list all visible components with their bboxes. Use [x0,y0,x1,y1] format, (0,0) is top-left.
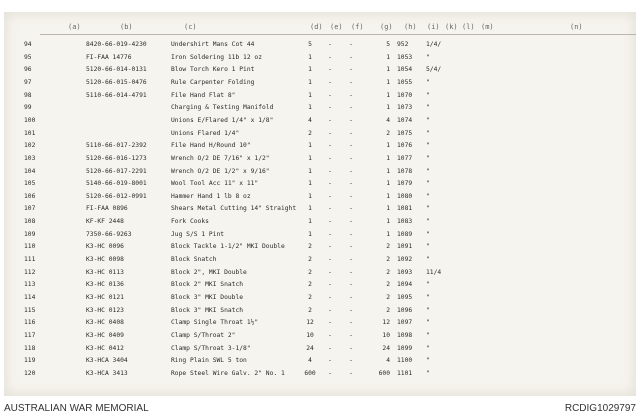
quantity-held: 24 [306,344,314,352]
stock-number: 5110-66-017-2392 [86,142,147,150]
stock-number: K3-HC 0408 [86,319,124,327]
stock-number: 5120-66-012-0991 [86,192,147,200]
stock-number: K3-HC 0098 [86,256,124,264]
item-description: Ring Plain SWL 5 ton [171,357,247,365]
item-description: Wool Tool Acc 11" x 11" [171,180,259,188]
stock-number: K3-HC 0409 [86,331,124,339]
col-f-value: - [349,268,353,276]
stock-number: 7350-66-9263 [86,230,132,238]
column-header: (k) [445,23,458,31]
column-header: (m) [481,23,494,31]
ledger-number: 1081 [397,205,413,213]
col-e-value: - [328,268,332,276]
col-f-value: - [349,357,353,365]
quantity-total: 4 [386,116,390,124]
date-mark: " [426,344,430,352]
stock-number: FI-FAA 0896 [86,205,128,213]
column-header: (i) [427,23,440,31]
quantity-held: 2 [308,243,312,251]
stock-number: K3-HC 0412 [86,344,124,352]
column-header: (e) [330,23,343,31]
item-number: 95 [24,53,32,61]
table-row [4,64,636,77]
quantity-total: 2 [386,243,390,251]
quantity-total: 1 [386,230,390,238]
stock-number: K3-HC 0123 [86,306,124,314]
col-f-value: - [349,331,353,339]
quantity-held: 1 [308,91,312,99]
col-f-value: - [349,78,353,86]
quantity-held: 1 [308,167,312,175]
table-row [4,279,636,292]
header-rule [40,34,636,35]
col-f-value: - [349,66,353,74]
quantity-held: 5 [308,41,312,48]
date-mark: " [426,230,430,238]
col-e-value: - [328,53,332,61]
date-mark: " [426,218,430,226]
item-number: 105 [24,180,36,188]
ledger-number: 1092 [397,256,413,264]
date-mark: " [426,192,430,200]
col-e-value: - [328,142,332,150]
item-description: Unions Flared 1/4" [171,129,240,137]
quantity-total: 1 [386,205,390,213]
date-mark: " [426,104,430,112]
item-number: 107 [24,205,36,213]
ledger-number: 1098 [397,331,413,339]
item-description: Jug S/S 1 Pint [171,230,225,238]
item-number: 106 [24,192,36,200]
quantity-held: 1 [308,66,312,74]
stock-number: FI-FAA 14776 [86,53,132,61]
quantity-total: 2 [386,256,390,264]
quantity-total: 1 [386,154,390,162]
item-number: 120 [24,369,36,377]
quantity-held: 4 [308,116,312,124]
date-mark: " [426,243,430,251]
stock-number: 5120-66-017-2291 [86,167,147,175]
table-row [4,355,636,368]
ledger-number: 1074 [397,116,413,124]
document-sheet [4,12,636,396]
col-f-value: - [349,205,353,213]
table-row [4,241,636,254]
col-e-value: - [328,230,332,238]
item-description: File Hand H/Round 10" [171,142,251,150]
table-row [4,52,636,65]
col-e-value: - [328,256,332,264]
stock-number: K3-HCA 3404 [86,357,128,365]
quantity-held: 10 [306,331,314,339]
quantity-held: 1 [308,154,312,162]
quantity-total: 24 [382,344,390,352]
item-description: Clamp S/Throat 2" [171,331,236,339]
item-description: Wrench O/2 DE 7/16" x 1/2" [171,154,270,162]
quantity-held: 2 [308,256,312,264]
quantity-total: 1 [386,53,390,61]
col-e-value: - [328,104,332,112]
item-number: 99 [24,104,32,112]
column-header: (a) [68,23,81,31]
col-e-value: - [328,154,332,162]
date-mark: " [426,167,430,175]
date-mark: 1/4/ [426,41,442,48]
col-e-value: - [328,129,332,137]
col-e-value: - [328,369,332,377]
quantity-held: 2 [308,281,312,289]
item-number: 97 [24,78,32,86]
quantity-held: 1 [308,192,312,200]
date-mark: " [426,281,430,289]
ledger-number: 1100 [397,357,413,365]
col-e-value: - [328,78,332,86]
item-description: Clamp Single Throat 1½" [171,319,259,327]
column-header: (c) [184,23,197,31]
item-number: 109 [24,230,36,238]
col-f-value: - [349,41,353,48]
col-e-value: - [328,357,332,365]
col-e-value: - [328,218,332,226]
table-row [4,90,636,103]
col-e-value: - [328,116,332,124]
date-mark: " [426,369,430,377]
item-description: Block 3" MKI Snatch [171,306,244,314]
col-f-value: - [349,167,353,175]
col-e-value: - [328,66,332,74]
item-number: 114 [24,294,36,301]
column-header: (f) [351,23,364,31]
column-header: (b) [120,23,133,31]
quantity-held: 1 [308,78,312,86]
col-f-value: - [349,104,353,112]
ledger-number: 1080 [397,192,413,200]
footer-record-id: RCDIG1029797 [564,403,636,414]
item-description: Block 2", MKI Double [171,268,247,276]
quantity-total: 1 [386,104,390,112]
item-description: Block Snatch [171,256,217,264]
quantity-held: 1 [308,142,312,150]
item-number: 96 [24,66,32,74]
col-e-value: - [328,91,332,99]
ledger-number: 1077 [397,154,413,162]
quantity-total: 1 [386,142,390,150]
col-f-value: - [349,180,353,188]
col-e-value: - [328,281,332,289]
ledger-number: 1099 [397,344,413,352]
quantity-total: 5 [386,41,390,48]
stock-number: 5110-66-014-4791 [86,91,147,99]
quantity-held: 12 [306,319,314,327]
ledger-number: 1078 [397,167,413,175]
item-number: 103 [24,154,36,162]
col-e-value: - [328,243,332,251]
date-mark: " [426,319,430,327]
item-description: Block 3" MKI Double [171,294,244,301]
ledger-number: 1089 [397,230,413,238]
table-row [4,343,636,356]
ledger-number: 1101 [397,369,413,377]
stock-number: K3-HC 0136 [86,281,124,289]
date-mark: " [426,129,430,137]
item-description: Shears Metal Cutting 14" Straight [171,205,297,213]
col-f-value: - [349,256,353,264]
column-header: (n) [570,23,583,31]
col-e-value: - [328,192,332,200]
col-f-value: - [349,53,353,61]
ledger-number: 1091 [397,243,413,251]
col-f-value: - [349,294,353,301]
item-description: Block Tackle 1-1/2" MKI Double [171,243,285,251]
quantity-total: 2 [386,129,390,137]
table-row [4,191,636,204]
ledger-number: 1093 [397,268,413,276]
table-row [4,317,636,330]
table-row [4,166,636,179]
quantity-held: 1 [308,218,312,226]
date-mark: " [426,91,430,99]
stock-number: K3-HC 0113 [86,268,124,276]
date-mark: " [426,116,430,124]
col-e-value: - [328,344,332,352]
quantity-total: 1 [386,180,390,188]
col-f-value: - [349,243,353,251]
table-row [4,267,636,280]
quantity-total: 2 [386,294,390,301]
item-description: Wrench O/2 DE 1/2" x 9/16" [171,167,270,175]
quantity-held: 2 [308,268,312,276]
item-number: 101 [24,129,36,137]
table-row [4,153,636,166]
stock-number: 5120-66-014-0131 [86,66,147,74]
item-description: Block 2" MKI Snatch [171,281,244,289]
column-header: (h) [404,23,417,31]
item-description: Rule Carpenter Folding [171,78,255,86]
item-description: Iron Soldering 11b 12 oz [171,53,262,61]
quantity-total: 4 [386,357,390,365]
table-row [4,330,636,343]
quantity-total: 2 [386,268,390,276]
col-e-value: - [328,294,332,301]
col-f-value: - [349,306,353,314]
table-row [4,128,636,141]
quantity-total: 2 [386,306,390,314]
ledger-number: 1076 [397,142,413,150]
item-description: Fork Cooks [171,218,209,226]
column-header: (g) [380,23,393,31]
table-row [4,254,636,267]
item-number: 117 [24,331,36,339]
item-number: 116 [24,319,36,327]
col-f-value: - [349,369,353,377]
ledger-number: 1073 [397,104,413,112]
col-e-value: - [328,167,332,175]
date-mark: " [426,78,430,86]
stock-number: 5140-66-019-8001 [86,180,147,188]
col-f-value: - [349,142,353,150]
date-mark: " [426,306,430,314]
item-number: 111 [24,256,36,264]
date-mark: " [426,180,430,188]
col-f-value: - [349,218,353,226]
ledger-number: 1096 [397,306,413,314]
item-number: 118 [24,344,36,352]
ledger-number: 1070 [397,91,413,99]
col-f-value: - [349,230,353,238]
ledger-number: 952 [397,41,409,48]
col-e-value: - [328,180,332,188]
item-description: Blow Torch Kero 1 Pint [171,66,255,74]
item-number: 94 [24,41,32,48]
table-row [4,115,636,128]
stock-number: 8420-66-019-4230 [86,41,147,48]
ledger-number: 1053 [397,53,413,61]
col-f-value: - [349,129,353,137]
col-f-value: - [349,154,353,162]
item-number: 102 [24,142,36,150]
col-f-value: - [349,116,353,124]
item-description: Unions E/Flared 1/4" x 1/8" [171,116,274,124]
column-header: (l) [462,23,475,31]
quantity-total: 1 [386,218,390,226]
quantity-total: 1 [386,167,390,175]
col-e-value: - [328,306,332,314]
footer-archive-name: AUSTRALIAN WAR MEMORIAL [4,403,149,414]
item-number: 119 [24,357,36,365]
ledger-number: 1075 [397,129,413,137]
quantity-total: 1 [386,78,390,86]
table-row [4,102,636,115]
date-mark: " [426,142,430,150]
item-description: Hammer Hand 1 lb 8 oz [171,192,251,200]
quantity-total: 600 [378,369,390,377]
date-mark: 11/4 [426,268,442,276]
item-description: File Hand Flat 8" [171,91,236,99]
table-row [4,229,636,242]
stock-number: K3-HC 0121 [86,294,124,301]
item-description: Charging & Testing Manifold [171,104,274,112]
quantity-total: 1 [386,66,390,74]
table-row [4,203,636,216]
table-row [4,178,636,191]
item-number: 110 [24,243,36,251]
table-row [4,305,636,318]
date-mark: " [426,154,430,162]
col-e-value: - [328,41,332,48]
item-number: 100 [24,116,36,124]
item-description: Rope Steel Wire Galv. 2" No. 1 [171,369,285,377]
ledger-number: 1055 [397,78,413,86]
quantity-held: 600 [304,369,316,377]
ledger-number: 1097 [397,319,413,327]
col-e-value: - [328,331,332,339]
quantity-held: 4 [308,357,312,365]
item-number: 113 [24,281,36,289]
quantity-total: 12 [382,319,390,327]
table-row [4,292,636,305]
quantity-total: 1 [386,91,390,99]
table-row [4,216,636,229]
col-f-value: - [349,91,353,99]
stock-number: 5120-66-016-1273 [86,154,147,162]
quantity-total: 2 [386,281,390,289]
col-f-value: - [349,344,353,352]
item-number: 108 [24,218,36,226]
table-row [4,39,636,52]
date-mark: " [426,294,430,301]
stock-number: K3-HC 0096 [86,243,124,251]
item-number: 115 [24,306,36,314]
col-f-value: - [349,192,353,200]
item-number: 98 [24,91,32,99]
quantity-held: 2 [308,294,312,301]
quantity-held: 1 [308,53,312,61]
quantity-held: 2 [308,129,312,137]
col-f-value: - [349,281,353,289]
col-f-value: - [349,319,353,327]
item-description: Undershirt Mans Cot 44 [171,41,255,48]
stock-number: 5120-66-015-0476 [86,78,147,86]
quantity-held: 1 [308,104,312,112]
ledger-number: 1054 [397,66,413,74]
stock-number: KF-KF 2448 [86,218,124,226]
date-mark: " [426,331,430,339]
date-mark: " [426,256,430,264]
quantity-total: 1 [386,192,390,200]
ledger-number: 1094 [397,281,413,289]
ledger-number: 1079 [397,180,413,188]
table-row [4,77,636,90]
item-number: 112 [24,268,36,276]
item-description: Clamp S/Throat 3-1/8" [171,344,251,352]
col-e-value: - [328,319,332,327]
col-e-value: - [328,205,332,213]
quantity-held: 1 [308,230,312,238]
date-mark: " [426,357,430,365]
quantity-held: 1 [308,180,312,188]
stock-number: K3-HCA 3413 [86,369,128,377]
quantity-held: 2 [308,306,312,314]
date-mark: " [426,53,430,61]
quantity-held: 1 [308,205,312,213]
date-mark: " [426,205,430,213]
quantity-total: 10 [382,331,390,339]
ledger-number: 1083 [397,218,413,226]
ledger-number: 1095 [397,294,413,301]
item-number: 104 [24,167,36,175]
column-header: (d) [310,23,323,31]
date-mark: 5/4/ [426,66,442,74]
table-row [4,140,636,153]
table-row [4,368,636,381]
